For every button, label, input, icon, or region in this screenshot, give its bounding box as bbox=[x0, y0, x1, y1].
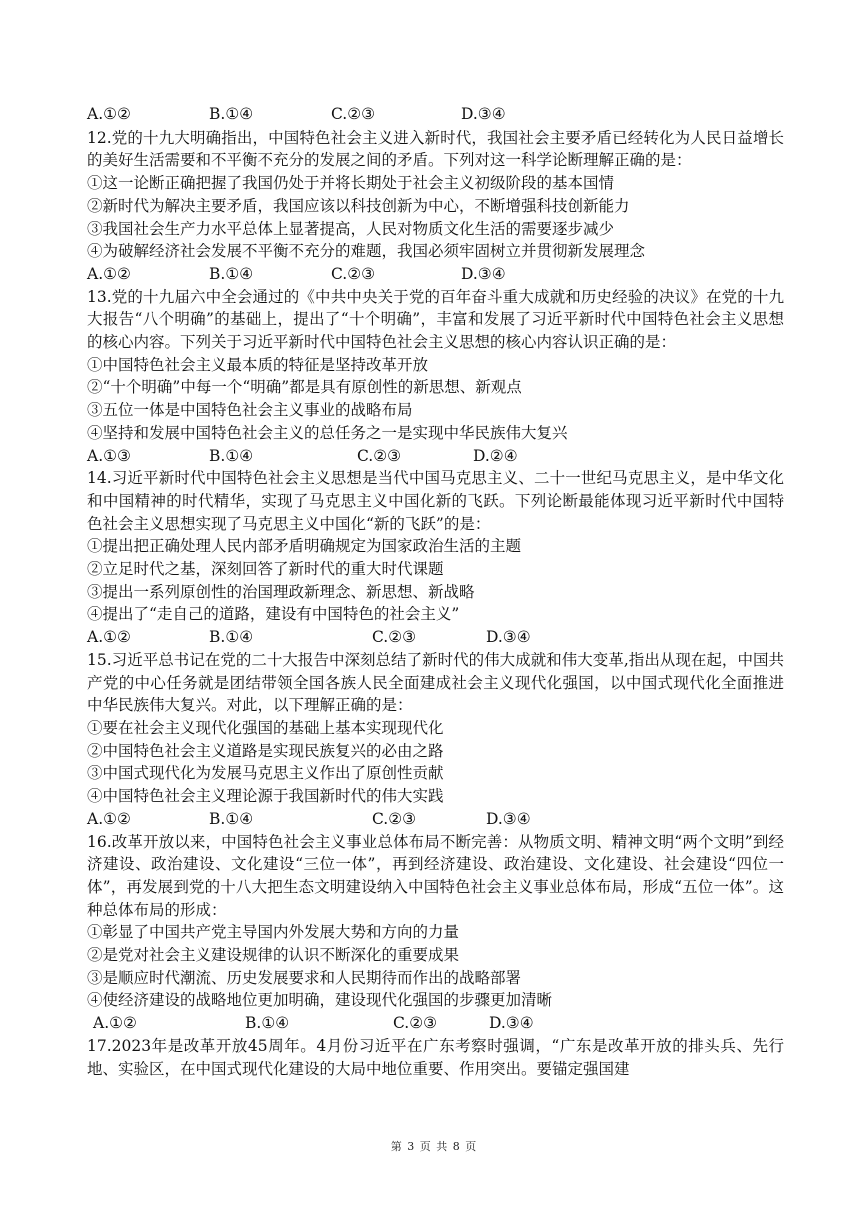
q13-stem: 13.党的十九届六中全会通过的《中共中央关于党的百年奋斗重大成就和历史经验的决议》在党的十九大报告“八个明确”的基础上，提出了“十个明确”，丰富和发展了习近平新时代中国特色社会主义思想的核心内容。下列关于习近平新时代中国特色社会主义思想的核心内容认识正确的是： bbox=[87, 287, 784, 352]
q13-option-d: D.②④ bbox=[473, 446, 518, 465]
q14-item-3: ③提出一系列原创性的治国理政新理念、新思想、新战略 bbox=[87, 582, 475, 601]
q16-item-3: ③是顺应时代潮流、历史发展要求和人民期待而作出的战略部署 bbox=[87, 968, 522, 987]
q15-option-b: B.①④ bbox=[209, 809, 254, 828]
q16-option-d: D.③④ bbox=[489, 1014, 534, 1033]
q14-item-1: ①提出把正确处理人民内部矛盾明确规定为国家政治生活的主题 bbox=[87, 537, 522, 556]
q15-option-d: D.③④ bbox=[486, 809, 531, 828]
q12-option-d: D.③④ bbox=[461, 264, 506, 283]
q12-options bbox=[87, 263, 784, 286]
q13-item-4: ④坚持和发展中国特色社会主义的总任务之一是实现中华民族伟大复兴 bbox=[87, 423, 568, 442]
q15-option-a: A.①② bbox=[87, 809, 131, 828]
q14-options bbox=[87, 626, 784, 649]
page-content bbox=[87, 103, 784, 1080]
q16-option-c: C.②③ bbox=[393, 1014, 438, 1033]
q16-options bbox=[87, 1012, 784, 1035]
q16-item-4: ④使经济建设的战略地位更加明确，建设现代化强国的步骤更加清晰 bbox=[87, 991, 553, 1010]
q12-option-a: A.①② bbox=[87, 264, 131, 283]
q15-item-1: ①要在社会主义现代化强国的基础上基本实现现代化 bbox=[87, 718, 444, 737]
q13-option-a: A.①③ bbox=[87, 446, 131, 465]
q11-option-c: C.②③ bbox=[331, 105, 376, 123]
q11-option-d: D.③④ bbox=[461, 105, 506, 123]
q16-stem: 16.改革开放以来，中国特色社会主义事业总体布局不断完善：从物质文明、精神文明“两个文明”到经济建设、政治建设、文化建设“三位一体”，再到经济建设、政治建设、文化建设、社会建设“四位一体”，再发展到党的十八大把生态文明建设纳入中国特色社会主义事业总体布局，形成“五位一体”。这种总体布局的形成： bbox=[87, 832, 784, 919]
q16-item-2: ②是党对社会主义建设规律的认识不断深化的重要成果 bbox=[87, 946, 460, 965]
q13-item-1: ①中国特色社会主义最本质的特征是坚持改革开放 bbox=[87, 355, 429, 374]
q13-item-2: ②“十个明确”中每一个“明确”都是具有原创性的新思想、新观点 bbox=[87, 378, 522, 397]
q12-stem: 12.党的十九大明确指出，中国特色社会主义进入新时代，我国社会主要矛盾已经转化为人民日益增长的美好生活需要和不平衡不充分的发展之间的矛盾。下列对这一科学论断理解正确的是： bbox=[87, 128, 784, 170]
q11-options bbox=[87, 103, 784, 126]
q16-item-1: ①彰显了中国共产党主导国内外发展大势和方向的力量 bbox=[87, 923, 460, 942]
q11-option-b: B.①④ bbox=[209, 105, 254, 123]
q13-item-3: ③五位一体是中国特色社会主义事业的战略布局 bbox=[87, 401, 413, 420]
q14-item-4: ④提出了“走自己的道路，建设有中国特色的社会主义” bbox=[87, 605, 460, 624]
q17-stem: 17.2023年是改革开放45周年。4月份习近平在广东考察时强调，“广东是改革开放的排头兵、先行地、实验区，在中国式现代化建设的大局中地位重要、作用突出。要锚定强国建 bbox=[87, 1036, 784, 1078]
q13-option-c: C.②③ bbox=[357, 446, 402, 465]
q14-item-2: ②立足时代之基，深刻回答了新时代的重大时代课题 bbox=[87, 560, 444, 579]
q15-item-4: ④中国特色社会主义理论源于我国新时代的伟大实践 bbox=[87, 787, 444, 806]
q12-option-b: B.①④ bbox=[209, 264, 254, 283]
q15-options bbox=[87, 808, 784, 831]
q13-options bbox=[87, 445, 784, 468]
q12-item-4: ④为破解经济社会发展不平衡不充分的难题，我国必须牢固树立并贯彻新发展理念 bbox=[87, 242, 646, 261]
q15-item-2: ②中国特色社会主义道路是实现民族复兴的必由之路 bbox=[87, 741, 444, 760]
q12-option-c: C.②③ bbox=[331, 264, 376, 283]
q15-item-3: ③中国式现代化为发展马克思主义作出了原创性贡献 bbox=[87, 764, 444, 783]
q14-option-c: C.②③ bbox=[372, 628, 417, 647]
q14-option-a: A.①② bbox=[87, 628, 131, 647]
q16-option-a: A.①② bbox=[93, 1014, 137, 1033]
q14-option-d: D.③④ bbox=[486, 628, 531, 647]
q12-item-1: ①这一论断正确把握了我国仍处于并将长期处于社会主义初级阶段的基本国情 bbox=[87, 174, 615, 193]
q13-option-b: B.①④ bbox=[209, 446, 254, 465]
q12-item-2: ②新时代为解决主要矛盾，我国应该以科技创新为中心，不断增强科技创新能力 bbox=[87, 196, 630, 215]
q12-item-3: ③我国社会生产力水平总体上显著提高，人民对物质文化生活的需要逐步减少 bbox=[87, 219, 615, 238]
q14-stem: 14.习近平新时代中国特色社会主义思想是当代中国马克思主义、二十一世纪马克思主义，是中华文化和中国精神的时代精华，实现了马克思主义中国化新的飞跃。下列论断最能体现习近平新时代中国特色社会主义思想实现了马克思主义中国化“新的飞跃”的是： bbox=[87, 469, 784, 533]
q15-option-c: C.②③ bbox=[372, 809, 417, 828]
page-footer: 第 3 页 共 8 页 bbox=[390, 1140, 478, 1153]
q16-option-b: B.①④ bbox=[245, 1014, 290, 1033]
q15-stem: 15.习近平总书记在党的二十大报告中深刻总结了新时代的伟大成就和伟大变革,指出从现在起，中国共产党的中心任务就是团结带领全国各族人民全面建成社会主义现代化强国，以中国式现代化全面推进中华民族伟大复兴。对此，以下理解正确的是： bbox=[87, 650, 784, 715]
q11-option-a: A.①② bbox=[87, 105, 131, 123]
q14-option-b: B.①④ bbox=[209, 628, 254, 647]
